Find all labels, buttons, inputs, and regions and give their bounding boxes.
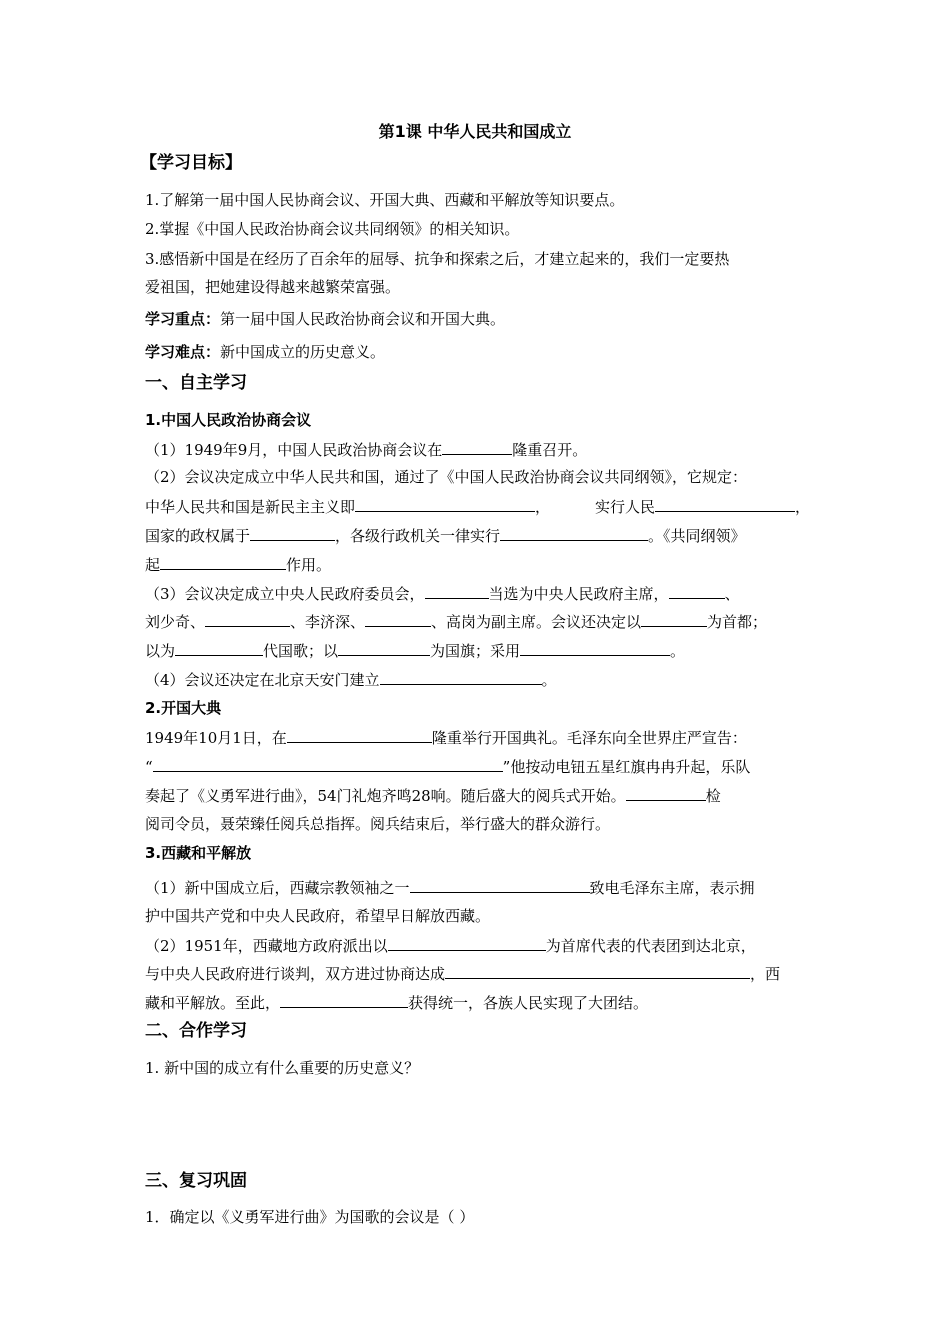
text: 、	[724, 585, 740, 603]
blank[interactable]	[445, 963, 750, 979]
objective-item-3-cont: 爱祖国，把她建设得越来越繁荣富强。	[145, 278, 401, 296]
text: 。《共同纲领》	[648, 527, 746, 545]
blank[interactable]	[205, 611, 290, 627]
text: 作用。	[286, 556, 332, 574]
blank[interactable]	[669, 583, 725, 599]
sub1-p2-line3	[145, 525, 810, 546]
text: （3）会议决定成立中央人民政府委员会，	[145, 585, 425, 603]
sub2-line3	[145, 785, 721, 806]
difficulty-label: 学习难点：	[145, 343, 221, 361]
text: 获得统一，各族人民实现了大团结。	[408, 994, 649, 1012]
sub1-p2-line1: （2）会议决定成立中华人民共和国，通过了《中国人民政治协商会议共同纲领》，它规定：	[145, 468, 748, 486]
blank[interactable]	[520, 640, 670, 656]
sub1-p3-line3	[145, 640, 685, 661]
key-point-label: 学习重点：	[145, 310, 221, 328]
text: 国家的政权属于	[145, 527, 251, 545]
blank[interactable]	[153, 756, 503, 772]
text: 为国旗；采用	[430, 642, 521, 660]
sub2-line2	[145, 756, 750, 777]
text: 为首都；	[707, 613, 768, 631]
section3-question-1: 1．确定以《义勇军进行曲》为国歌的会议是（ ）	[145, 1208, 475, 1226]
text: 代国歌；以	[263, 642, 339, 660]
text: 为首席代表的代表团到达北京，	[545, 937, 756, 955]
page-title: 第1课 中华人民共和国成立	[378, 122, 572, 141]
text: ”他按动电钮五星红旗冉冉升起，乐队	[502, 758, 751, 776]
text: 、高岗为副主席。会议还决定以	[431, 613, 642, 631]
blank[interactable]	[655, 496, 795, 512]
text: 、李济深、	[290, 613, 366, 631]
sub3-p2-line2	[145, 963, 810, 984]
objective-item-2: 2.掌握《中国人民政治协商会议共同纲领》的相关知识。	[145, 220, 520, 238]
difficulty	[145, 342, 385, 362]
blank[interactable]	[410, 877, 590, 893]
blank[interactable]	[365, 611, 431, 627]
blank[interactable]	[160, 554, 286, 570]
text: 1949年10月1日，在	[145, 729, 287, 747]
blank[interactable]	[626, 785, 706, 801]
sub1-p4	[145, 669, 557, 690]
sub1-p2-line4	[145, 554, 331, 575]
sub2-line1	[145, 727, 747, 748]
blank[interactable]	[641, 611, 707, 627]
text: 奏起了《义勇军进行曲》，54门礼炮齐鸣28响。随后盛大的阅兵式开始。	[145, 787, 626, 805]
text: 实行人民	[594, 498, 655, 516]
text: （4）会议还决定在北京天安门建立	[145, 671, 380, 689]
text: ，西	[750, 965, 781, 983]
sub3-p2-line1	[145, 935, 756, 956]
blank[interactable]	[175, 640, 263, 656]
sub1-p3-line1	[145, 583, 810, 604]
text: 起	[145, 556, 161, 574]
objective-item-3: 3.感悟新中国是在经历了百余年的屈辱、抗争和探索之后，才建立起来的，我们一定要热	[145, 250, 730, 268]
text: 以为	[145, 642, 176, 660]
text: ，	[535, 498, 551, 516]
text: 中华人民共和国是新民主主义即	[145, 498, 356, 516]
sub3-heading: 3.西藏和平解放	[145, 844, 252, 862]
sub1-p1-text: （1）1949年9月，中国人民政治协商会议在	[145, 441, 443, 459]
blank[interactable]	[388, 935, 546, 951]
sub2-heading: 2.开国大典	[145, 699, 222, 717]
sub3-p1-line1	[145, 877, 755, 898]
blank[interactable]	[380, 669, 542, 685]
text: 刘少奇、	[145, 613, 206, 631]
section2-question-1: 1. 新中国的成立有什么重要的历史意义？	[145, 1059, 420, 1077]
text: “	[145, 758, 153, 776]
text: 致电毛泽东主席，表示拥	[589, 879, 755, 897]
text: （2）1951年，西藏地方政府派出以	[145, 937, 388, 955]
key-point-text: 第一届中国人民政治协商会议和开国大典。	[220, 310, 506, 328]
text: 藏和平解放。至此，	[145, 994, 281, 1012]
text: 与中央人民政府进行谈判，双方进过协商达成	[145, 965, 446, 983]
blank[interactable]	[287, 727, 432, 743]
sub1-p3-line2	[145, 611, 810, 632]
section1-heading: 一、自主学习	[145, 373, 247, 393]
sub3-p2-line3	[145, 992, 648, 1013]
sub1-p2-line2	[145, 496, 810, 517]
blank[interactable]	[250, 525, 335, 541]
blank[interactable]	[425, 583, 489, 599]
blank[interactable]	[280, 992, 408, 1008]
blank[interactable]	[355, 496, 535, 512]
objective-item-1: 1.了解第一届中国人民协商会议、开国大典、西藏和平解放等知识要点。	[145, 191, 625, 209]
section3-heading: 三、复习巩固	[145, 1171, 247, 1191]
text: 检	[705, 787, 721, 805]
difficulty-text: 新中国成立的历史意义。	[220, 343, 386, 361]
sub1-p1-end: 隆重召开。	[512, 441, 588, 459]
section2-heading: 二、合作学习	[145, 1021, 247, 1041]
text: 。	[541, 671, 557, 689]
sub3-p1-line2: 护中国共产党和中央人民政府，希望早日解放西藏。	[145, 907, 491, 925]
objectives-heading: 【学习目标】	[140, 153, 242, 173]
text: 。	[670, 642, 686, 660]
text: ，	[794, 498, 810, 516]
sub2-line4: 阅司令员，聂荣臻任阅兵总指挥。阅兵结束后，举行盛大的群众游行。	[145, 815, 611, 833]
text: 当选为中央人民政府主席，	[488, 585, 669, 603]
sub1-heading: 1.中国人民政治协商会议	[145, 411, 312, 429]
blank[interactable]	[338, 640, 430, 656]
text: ，各级行政机关一律实行	[335, 527, 501, 545]
text: 隆重举行开国典礼。毛泽东向全世界庄严宣告：	[431, 729, 747, 747]
text: （1）新中国成立后，西藏宗教领袖之一	[145, 879, 410, 897]
blank[interactable]	[500, 525, 648, 541]
blank[interactable]	[442, 439, 512, 455]
key-point	[145, 309, 505, 329]
